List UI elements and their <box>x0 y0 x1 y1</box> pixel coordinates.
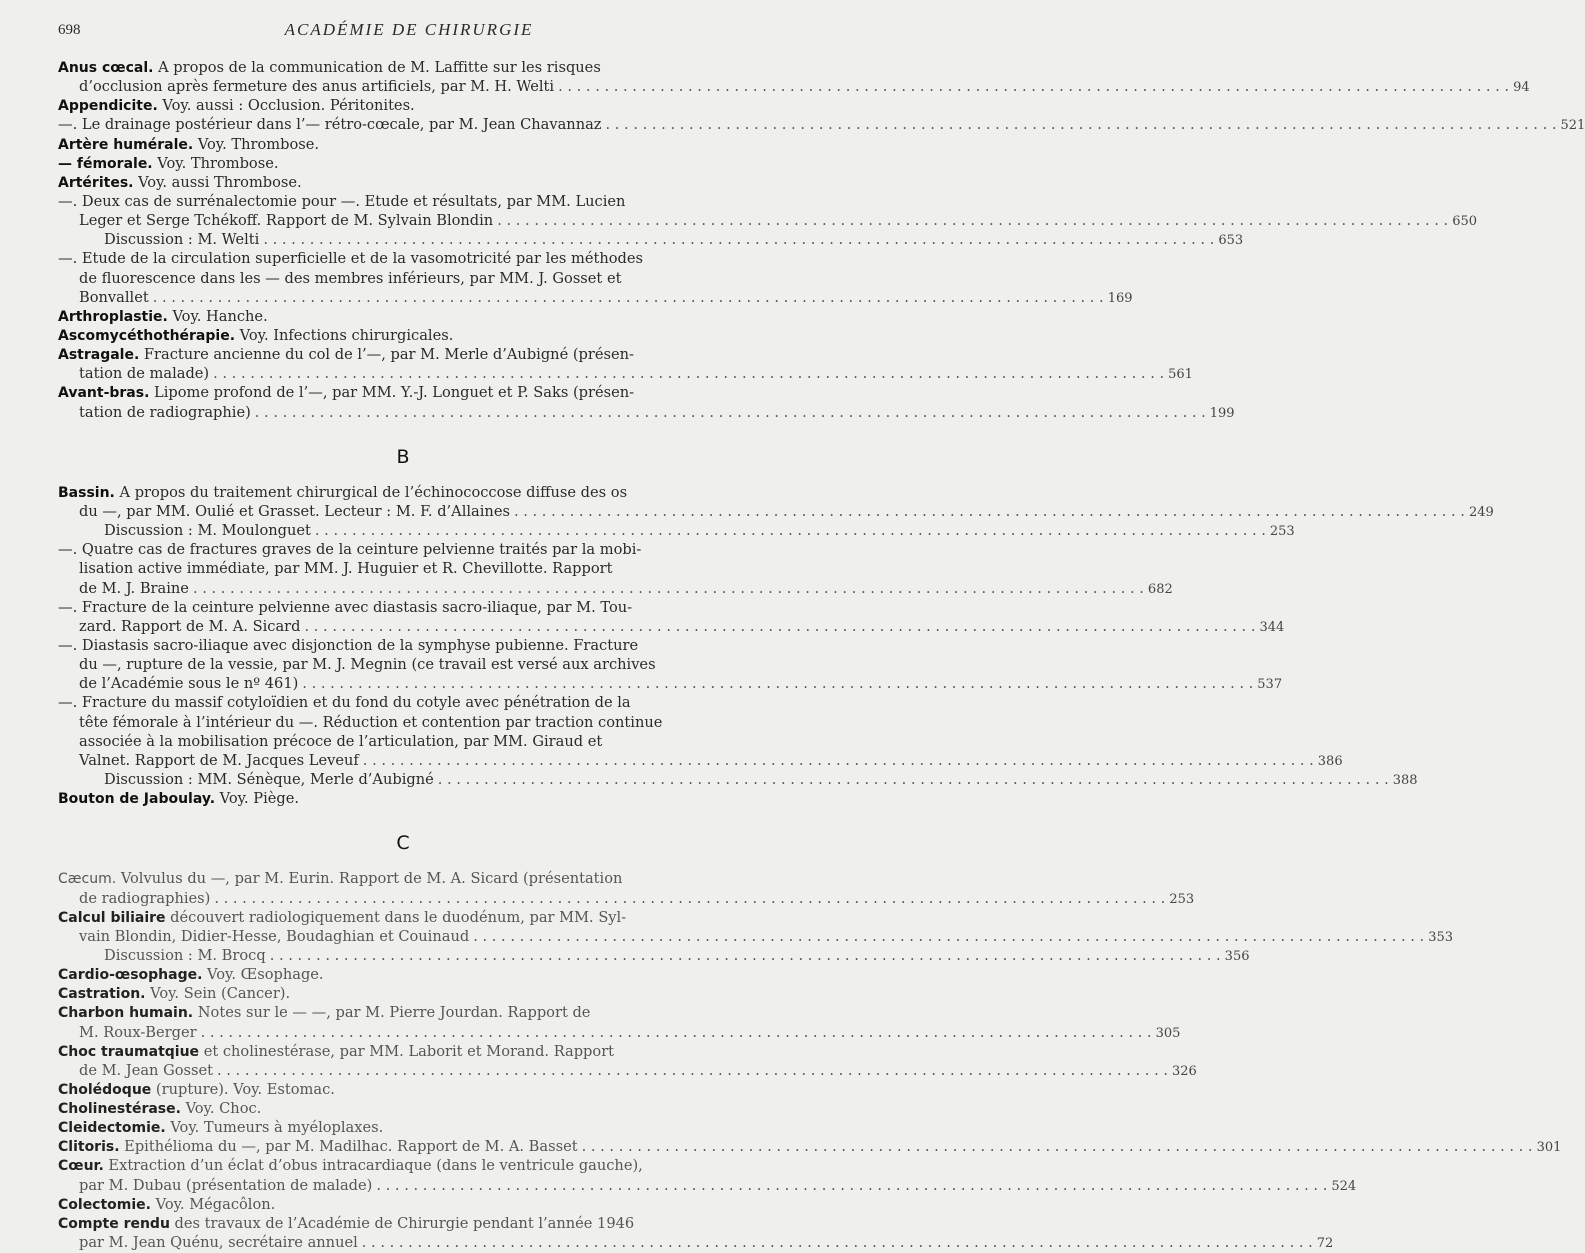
entry-line <box>58 636 748 655</box>
entry-body: Discussion : M. Moulonguet <box>104 522 311 540</box>
entry-text <box>58 174 302 191</box>
entry-body: Epithélioma du —, par M. Madilhac. Rapport de M. A. Basset <box>119 1138 578 1156</box>
entry-line <box>58 617 1285 636</box>
index-entry <box>58 789 748 808</box>
entry-line <box>58 559 748 578</box>
entry-text <box>79 1233 358 1252</box>
entry-body: et cholinestérase, par MM. Laborit et Morand. Rapport <box>199 1042 615 1060</box>
dot-leader <box>201 1023 1152 1042</box>
entry-text <box>79 751 359 770</box>
entry-text <box>58 155 278 172</box>
entry-headword: Cholinestérase. <box>58 1101 181 1118</box>
index-section <box>58 58 1585 422</box>
entry-body: de M. J. Braine <box>79 579 189 597</box>
entry-headword: Clitoris. <box>58 1139 120 1156</box>
dot-leader <box>606 115 1557 134</box>
entry-body: des travaux de l’Académie de Chirurgie pendant l’année 1946 <box>169 1214 635 1232</box>
entry-headword: Cholédoque <box>58 1081 152 1098</box>
entry-headword: Choc traumatqiue <box>58 1043 200 1060</box>
entry-line <box>58 946 1250 965</box>
entry-text <box>58 136 319 153</box>
entry-text <box>58 1196 275 1213</box>
page-reference: 72 <box>1316 1236 1334 1252</box>
entry-line <box>58 1099 748 1118</box>
entry-headword: Cæcum. <box>58 871 117 888</box>
section-letter: B <box>396 445 410 468</box>
entry-line <box>58 521 1295 540</box>
entry-text <box>58 384 634 401</box>
entry-body: Voy. Thrombose. <box>193 135 320 153</box>
entry-line <box>58 383 748 402</box>
page-reference: 353 <box>1428 929 1454 945</box>
dot-leader <box>438 770 1389 789</box>
entry-text <box>58 909 626 926</box>
index-entry <box>58 965 748 984</box>
entry-body: tation de malade) <box>79 365 210 383</box>
entry-headword: Compte rendu <box>58 1215 170 1232</box>
entry-body: Valnet. Rapport de M. Jacques Leveuf <box>79 751 359 769</box>
entry-text <box>104 770 434 789</box>
entry-text <box>79 288 149 307</box>
entry-line <box>58 154 748 173</box>
entry-headword: Anus cœcal. <box>58 60 154 76</box>
entry-line <box>58 889 1195 908</box>
entry-headword: Artère humérale. <box>58 136 194 153</box>
entry-body: de M. Jean Gosset <box>79 1061 213 1079</box>
page-reference: 524 <box>1331 1178 1357 1194</box>
entry-line <box>58 502 1494 521</box>
entry-line <box>58 579 1173 598</box>
entry-text <box>58 484 627 501</box>
index-entry <box>58 135 748 154</box>
entry-text <box>58 1157 643 1174</box>
entry-body: Discussion : M. Brocq <box>104 946 266 964</box>
page-reference: 561 <box>1168 367 1193 383</box>
dot-leader <box>363 751 1314 770</box>
entry-line <box>58 249 748 268</box>
running-title: ACADÉMIE DE CHIRURGIE <box>284 20 534 39</box>
index-entry <box>58 1137 1562 1156</box>
entry-text <box>79 656 656 673</box>
entry-body: associée à la mobilisation précoce de l’articulation, par MM. Giraud et <box>79 732 603 750</box>
entry-text <box>79 560 613 577</box>
entry-body: vain Blondin, Didier-Hesse, Boudaghian et Couinaud <box>79 927 470 945</box>
dot-leader <box>213 364 1164 383</box>
entry-body: Volvulus du —, par M. Eurin. Rapport de M. A. Sicard (présentation <box>116 870 623 888</box>
entry-text <box>79 1061 213 1080</box>
entry-text <box>79 1176 372 1195</box>
dot-leader <box>153 288 1104 307</box>
entry-body: A propos du traitement chirurgical de l’échinococcose diffuse des os <box>114 483 628 501</box>
entry-line <box>58 1042 748 1061</box>
entry-line <box>58 96 748 115</box>
entry-body: Voy. aussi : Occlusion. Péritonites. <box>157 97 415 115</box>
index-entry <box>58 1099 748 1118</box>
index-entry <box>58 869 1195 907</box>
entry-headword: Calcul biliaire <box>58 909 166 926</box>
entry-body: de l’Académie sous le nº 461) <box>79 675 299 693</box>
page-reference: 94 <box>1513 80 1530 96</box>
page-reference: 386 <box>1317 753 1343 769</box>
entry-text <box>58 59 601 76</box>
entry-body: Voy. Sein (Cancer). <box>145 985 291 1003</box>
entry-line <box>58 1023 1181 1042</box>
entry-body: lisation active immédiate, par MM. J. Huguier et R. Chevillotte. Rapport <box>79 560 613 578</box>
dot-leader <box>558 77 1509 96</box>
entry-line <box>58 1137 1562 1156</box>
entry-body: —. Etude de la circulation superficielle et de la vasomotricité par les méthodes <box>58 250 643 268</box>
entry-headword: Castration. <box>58 986 146 1003</box>
page-reference: 388 <box>1392 772 1418 788</box>
entry-line <box>58 770 1418 789</box>
entry-text <box>79 77 554 96</box>
index-entry <box>58 192 1478 249</box>
page-reference: 305 <box>1155 1025 1181 1041</box>
entry-body: Voy. aussi Thrombose. <box>133 173 302 191</box>
entry-line <box>58 1176 1357 1195</box>
entry-body: Voy. Hanche. <box>167 307 268 325</box>
index-entry <box>58 115 1585 134</box>
index-entry <box>58 540 1173 597</box>
entry-line <box>58 364 1193 383</box>
entry-text <box>58 97 415 114</box>
index-entry <box>58 326 748 345</box>
index-entry <box>58 58 1530 96</box>
entry-body: tête fémorale à l’intérieur du —. Réduction et contention par traction continue <box>79 713 663 731</box>
index-entry <box>58 693 1418 789</box>
entry-headword: Arthroplastie. <box>58 308 168 325</box>
page-reference: 653 <box>1218 233 1244 249</box>
page-reference: 253 <box>1169 891 1195 907</box>
entry-line <box>58 326 748 345</box>
entry-headword: Charbon humain. <box>58 1005 194 1022</box>
entry-body: —. Le drainage postérieur dans l’— rétro-cœcale, par M. Jean Chavannaz <box>58 116 602 134</box>
entry-line <box>58 540 748 559</box>
dot-leader <box>302 674 1253 693</box>
entry-line <box>58 483 748 502</box>
index-section <box>58 832 1562 1252</box>
entry-line <box>58 751 1343 770</box>
entry-line <box>58 732 748 751</box>
entry-line <box>58 403 1235 422</box>
dot-leader <box>315 521 1266 540</box>
entry-body: A propos de la communication de M. Laffitte sur les risques <box>153 59 601 76</box>
dot-leader <box>514 502 1465 521</box>
page-reference: 326 <box>1171 1063 1197 1079</box>
entry-text <box>58 115 602 134</box>
entry-body: du —, rupture de la vessie, par M. J. Megnin (ce travail est versé aux archives <box>79 656 656 674</box>
entry-body: —. Fracture de la ceinture pelvienne avec diastasis sacro-iliaque, par M. Tou- <box>58 598 633 616</box>
entry-body: Notes sur le — —, par M. Pierre Jourdan. Rapport de <box>193 1004 591 1022</box>
entry-body: de radiographies) <box>79 889 211 907</box>
entry-headword: Cœur. <box>58 1158 104 1175</box>
dot-leader <box>304 617 1255 636</box>
index-entry <box>58 383 1235 421</box>
entry-text <box>79 502 510 521</box>
entry-text <box>58 541 641 558</box>
entry-headword: Appendicite. <box>58 98 158 115</box>
page-reference: 344 <box>1259 619 1285 635</box>
entry-line <box>58 598 748 617</box>
entry-headword: Cardio-œsophage. <box>58 967 203 984</box>
entry-text <box>79 714 662 731</box>
entry-text <box>79 889 210 908</box>
entry-headword: Avant-bras. <box>58 385 150 402</box>
entry-text <box>58 694 631 711</box>
entry-text <box>58 346 634 363</box>
entry-line <box>58 1233 1334 1252</box>
page-reference: 253 <box>1269 524 1295 540</box>
entry-text <box>79 733 602 750</box>
entry-text <box>58 637 638 654</box>
entry-body: Voy. Œsophage. <box>202 966 324 984</box>
entry-text <box>58 1215 634 1232</box>
entry-line <box>58 655 748 674</box>
dot-leader <box>473 927 1424 946</box>
dot-leader <box>362 1233 1313 1252</box>
entry-text <box>58 870 622 887</box>
entry-body: Voy. Tumeurs à myéloplaxes. <box>165 1119 384 1137</box>
entry-text <box>79 403 251 422</box>
entry-line <box>58 345 748 364</box>
entry-line <box>58 1061 1197 1080</box>
page-reference: 682 <box>1147 581 1173 597</box>
page-reference: 199 <box>1209 405 1235 421</box>
entry-line <box>58 269 748 288</box>
entry-line <box>58 1156 748 1175</box>
index-entry <box>58 1195 748 1214</box>
entry-text <box>58 1081 335 1098</box>
dot-leader <box>263 230 1214 249</box>
index-entry <box>58 1080 748 1099</box>
index-body <box>58 58 1585 1252</box>
dot-leader <box>255 403 1206 422</box>
entry-text <box>79 1023 197 1042</box>
entry-line <box>58 58 748 77</box>
page-reference: 521 <box>1560 118 1585 134</box>
entry-body: —. Deux cas de surrénalectomie pour —. Etude et résultats, par MM. Lucien <box>58 192 626 210</box>
entry-text <box>58 985 290 1002</box>
index-section <box>58 445 1494 809</box>
index-entry <box>58 96 748 115</box>
entry-body: Voy. Infections chirurgicales. <box>235 326 454 344</box>
entry-text <box>79 211 493 230</box>
index-entry <box>58 1042 1197 1080</box>
entry-body: Lipome profond de l’—, par MM. Y.-J. Longuet et P. Saks (présen- <box>149 384 635 402</box>
entry-text <box>58 1004 590 1021</box>
entry-line <box>58 1195 748 1214</box>
page-reference: 169 <box>1107 290 1133 306</box>
dot-leader <box>270 946 1221 965</box>
page-number: 698 <box>58 22 81 38</box>
entry-line <box>58 674 1283 693</box>
entry-body: Voy. Piège. <box>215 790 299 808</box>
entry-body: —. Diastasis sacro-iliaque avec disjonction de la symphyse pubienne. Fracture <box>58 636 639 654</box>
entry-line <box>58 1214 748 1233</box>
entry-line <box>58 693 748 712</box>
entry-line <box>58 211 1478 230</box>
entry-text <box>104 946 266 965</box>
entry-body: Extraction d’un éclat d’obus intracardiaque (dans le ventricule gauche), <box>103 1157 643 1175</box>
entry-line <box>58 927 1454 946</box>
entry-line <box>58 230 1244 249</box>
dot-leader <box>193 579 1144 598</box>
entry-body: par M. Jean Quénu, secrétaire annuel <box>79 1234 358 1252</box>
entry-text <box>58 599 632 616</box>
page-reference: 356 <box>1224 948 1250 964</box>
entry-text <box>79 927 469 946</box>
entry-line <box>58 1003 748 1022</box>
entry-body: Fracture ancienne du col de l’—, par M. Merle d’Aubigné (présen- <box>139 346 634 364</box>
entry-body: d’occlusion après fermeture des anus artificiels, par M. H. Welti <box>79 78 555 96</box>
entry-headword: Astragale. <box>58 347 140 364</box>
entry-body: —. Quatre cas de fractures graves de la ceinture pelvienne traités par la mobi- <box>58 541 642 559</box>
entry-text <box>58 1043 614 1060</box>
index-entry <box>58 1214 1334 1252</box>
entry-text <box>79 617 300 636</box>
index-entry <box>58 249 1133 306</box>
entry-body: —. Fracture du massif cotyloïdien et du fond du cotyle avec pénétration de la <box>58 694 631 712</box>
entry-line <box>58 984 748 1003</box>
dot-leader <box>376 1176 1327 1195</box>
entry-body: Voy. Choc. <box>180 1100 262 1118</box>
index-entry <box>58 1003 1181 1041</box>
entry-line <box>58 135 748 154</box>
entry-text <box>79 270 621 287</box>
index-entry <box>58 908 1454 965</box>
entry-body: découvert radiologiquement dans le duodénum, par MM. Syl- <box>165 908 627 926</box>
entry-text <box>58 1137 578 1157</box>
entry-text <box>58 1119 383 1136</box>
entry-body: du —, par MM. Oulié et Grasset. Lecteur : M. F. d’Allaines <box>79 502 510 520</box>
page-reference: 249 <box>1468 504 1494 520</box>
entry-line <box>58 307 748 326</box>
dot-leader <box>582 1137 1533 1156</box>
page-reference: 301 <box>1536 1140 1562 1156</box>
page-reference: 537 <box>1257 677 1283 693</box>
entry-line <box>58 869 748 888</box>
index-entry <box>58 483 1494 540</box>
page-reference: 650 <box>1452 214 1478 230</box>
entry-text <box>58 327 453 344</box>
entry-headword: Artérites. <box>58 174 134 191</box>
entry-text <box>58 790 299 807</box>
entry-line <box>58 115 1585 134</box>
entry-body: tation de radiographie) <box>79 403 251 421</box>
index-entry <box>58 154 748 173</box>
entry-line <box>58 908 748 927</box>
index-entry <box>58 307 748 326</box>
entry-line <box>58 173 748 192</box>
index-entry <box>58 1118 748 1137</box>
entry-text <box>79 579 189 598</box>
entry-headword: Ascomycéthothérapie. <box>58 327 236 344</box>
entry-headword: Colectomie. <box>58 1196 151 1213</box>
entry-body: par M. Dubau (présentation de malade) <box>79 1176 373 1194</box>
page-header <box>58 20 760 44</box>
index-entry <box>58 345 1193 383</box>
entry-body: Voy. Thrombose. <box>152 154 279 172</box>
entry-body: Discussion : M. Welti <box>104 231 260 249</box>
entry-body: Voy. Mégacôlon. <box>151 1195 276 1213</box>
entry-line <box>58 77 1530 96</box>
index-entry <box>58 1156 1357 1194</box>
entry-body: Leger et Serge Tchékoff. Rapport de M. Sylvain Blondin <box>79 212 494 230</box>
entry-headword: Cleidectomie. <box>58 1120 166 1137</box>
entry-headword: — fémorale. <box>58 155 153 172</box>
entry-body: Bonvallet <box>79 288 149 306</box>
entry-body: de fluorescence dans les — des membres inférieurs, par MM. J. Gosset et <box>79 269 622 287</box>
entry-line <box>58 288 1133 307</box>
entry-text <box>58 250 643 267</box>
entry-text <box>79 364 209 383</box>
index-entry <box>58 984 748 1003</box>
entry-text <box>58 308 268 325</box>
entry-headword: Bassin. <box>58 484 115 501</box>
index-entry <box>58 173 748 192</box>
entry-line <box>58 1080 748 1099</box>
entry-headword: Bouton de Jaboulay. <box>58 791 216 808</box>
index-entry <box>58 636 1283 693</box>
dot-leader <box>217 1061 1168 1080</box>
entry-body: zard. Rapport de M. A. Sicard <box>79 617 301 635</box>
entry-line <box>58 789 748 808</box>
index-entry <box>58 598 1285 636</box>
entry-body: Discussion : MM. Sénèque, Merle d’Aubigné <box>104 770 434 788</box>
dot-leader <box>214 889 1165 908</box>
entry-text <box>79 674 298 693</box>
entry-text <box>58 1100 261 1117</box>
entry-text <box>58 193 625 210</box>
entry-line <box>58 713 748 732</box>
entry-line <box>58 192 748 211</box>
section-letter: C <box>396 832 410 855</box>
entry-body: (rupture). Voy. Estomac. <box>151 1080 335 1098</box>
entry-line <box>58 1118 748 1137</box>
entry-text <box>104 230 259 249</box>
dot-leader <box>497 211 1448 230</box>
entry-text <box>104 521 311 540</box>
entry-text <box>58 966 324 983</box>
entry-line <box>58 965 748 984</box>
entry-body: M. Roux-Berger <box>79 1023 197 1041</box>
